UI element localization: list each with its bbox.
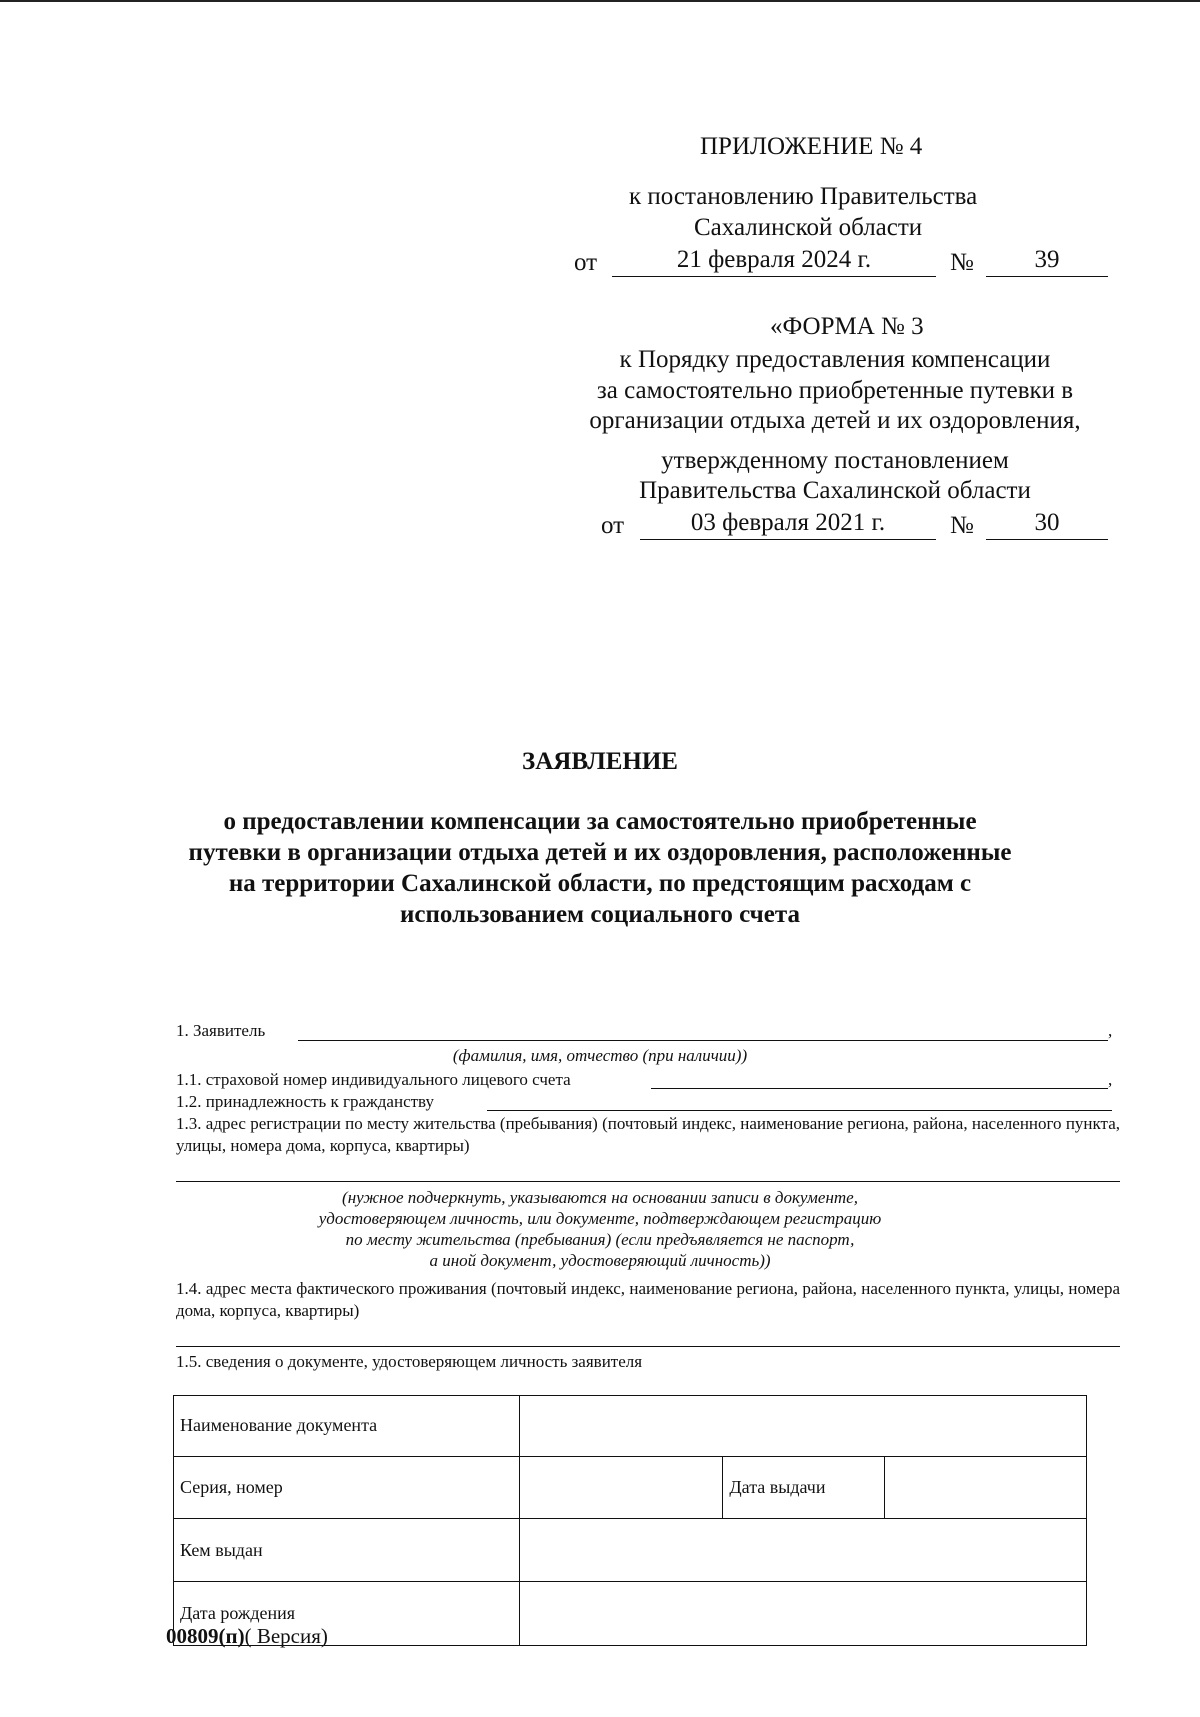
citizenship-field[interactable]	[487, 1092, 1112, 1111]
hint-line: а иной документ, удостоверяющий личность))	[429, 1251, 771, 1270]
reg-address-hint	[0, 1187, 1200, 1271]
table-row	[174, 1456, 1087, 1518]
appendix-number-label: №	[950, 249, 974, 276]
id-doc-label: 1.5. сведения о документе, удостоверяющем личность заявителя	[176, 1352, 643, 1371]
reg-address-label: 1.3. адрес регистрации по месту жительства (пребывания) (почтовый индекс, наименование региона, района, населенного пункта, улицы, номера дома, корпуса, квартиры)	[176, 1114, 1120, 1155]
appendix-date: 21 февраля 2024 г.	[612, 246, 936, 277]
version-label: ( Версия)	[244, 1624, 328, 1648]
appendix-from-label: от	[574, 249, 598, 276]
series-number-cell[interactable]	[519, 1456, 723, 1518]
form-ref-line: Правительства Сахалинской области	[639, 477, 1031, 504]
snils-label: 1.1. страховой номер индивидуального лицевого счета	[176, 1070, 571, 1089]
actual-address-label: 1.4. адрес места фактического проживания (почтовый индекс, наименование региона, района, населенного пункта, улицы, номера дома, корпуса, квартиры)	[176, 1279, 1120, 1320]
form-ref-title: «ФОРМА № 3	[770, 313, 924, 340]
form-ref-from-label: от	[601, 512, 625, 539]
issued-by-cell[interactable]	[519, 1518, 1086, 1582]
form-ref-line: утвержденному постановлением	[661, 447, 1009, 474]
form-code: 00809(п)	[166, 1624, 245, 1648]
document-subheading	[0, 806, 1200, 930]
birth-date-label: Дата рождения	[174, 1582, 520, 1646]
applicant-field[interactable]	[298, 1022, 1108, 1041]
subheading-line: использованием социального счета	[400, 901, 800, 928]
applicant-comma: ,	[1108, 1021, 1113, 1040]
form-ref-number-label: №	[950, 512, 974, 539]
subheading-line: о предоставлении компенсации за самостоятельно приобретенные	[223, 808, 977, 835]
form-ref-date: 03 февраля 2021 г.	[640, 509, 936, 540]
hint-line: удостоверяющем личность, или документе, подтверждающем регистрацию	[318, 1209, 882, 1228]
issue-date-label: Дата выдачи	[723, 1456, 885, 1518]
snils-field[interactable]	[651, 1070, 1108, 1089]
birth-date-cell[interactable]	[519, 1582, 1086, 1646]
table-row	[174, 1518, 1087, 1582]
footer	[166, 1624, 328, 1649]
applicant-hint: (фамилия, имя, отчество (при наличии))	[452, 1046, 748, 1065]
doc-name-cell[interactable]	[519, 1396, 1086, 1457]
reg-address-field[interactable]	[176, 1163, 1120, 1182]
form-ref-number: 30	[986, 509, 1108, 540]
doc-name-label: Наименование документа	[174, 1396, 520, 1457]
hint-line: (нужное подчеркнуть, указываются на основании записи в документе,	[342, 1188, 858, 1207]
actual-address-field[interactable]	[176, 1328, 1120, 1347]
applicant-label: 1. Заявитель	[176, 1021, 266, 1040]
form-ref-line: к Порядку предоставления компенсации	[619, 346, 1051, 373]
citizenship-label: 1.2. принадлежность к гражданству	[176, 1092, 434, 1111]
appendix-line-1: к постановлению Правительства	[629, 183, 978, 210]
id-document-table	[173, 1395, 1087, 1646]
form-ref-line: организации отдыха детей и их оздоровления,	[589, 407, 1081, 434]
form-ref-line: за самостоятельно приобретенные путевки в	[596, 377, 1074, 404]
subheading-line: на территории Сахалинской области, по предстоящим расходам с	[228, 870, 972, 897]
appendix-title: ПРИЛОЖЕНИЕ № 4	[700, 133, 923, 160]
appendix-number: 39	[986, 246, 1108, 277]
hint-line: по месту жительства (пребывания) (если предъявляется не паспорт,	[345, 1230, 855, 1249]
table-row	[174, 1396, 1087, 1457]
appendix-line-2: Сахалинской области	[694, 214, 923, 241]
series-number-label: Серия, номер	[174, 1456, 520, 1518]
scan-edge-line	[0, 0, 1200, 2]
subheading-line: путевки в организации отдыха детей и их оздоровления, расположенные	[188, 839, 1012, 866]
issued-by-label: Кем выдан	[174, 1518, 520, 1582]
snils-comma: ,	[1108, 1070, 1113, 1089]
document-heading: ЗАЯВЛЕНИЕ	[522, 748, 678, 775]
issue-date-cell[interactable]	[885, 1456, 1087, 1518]
